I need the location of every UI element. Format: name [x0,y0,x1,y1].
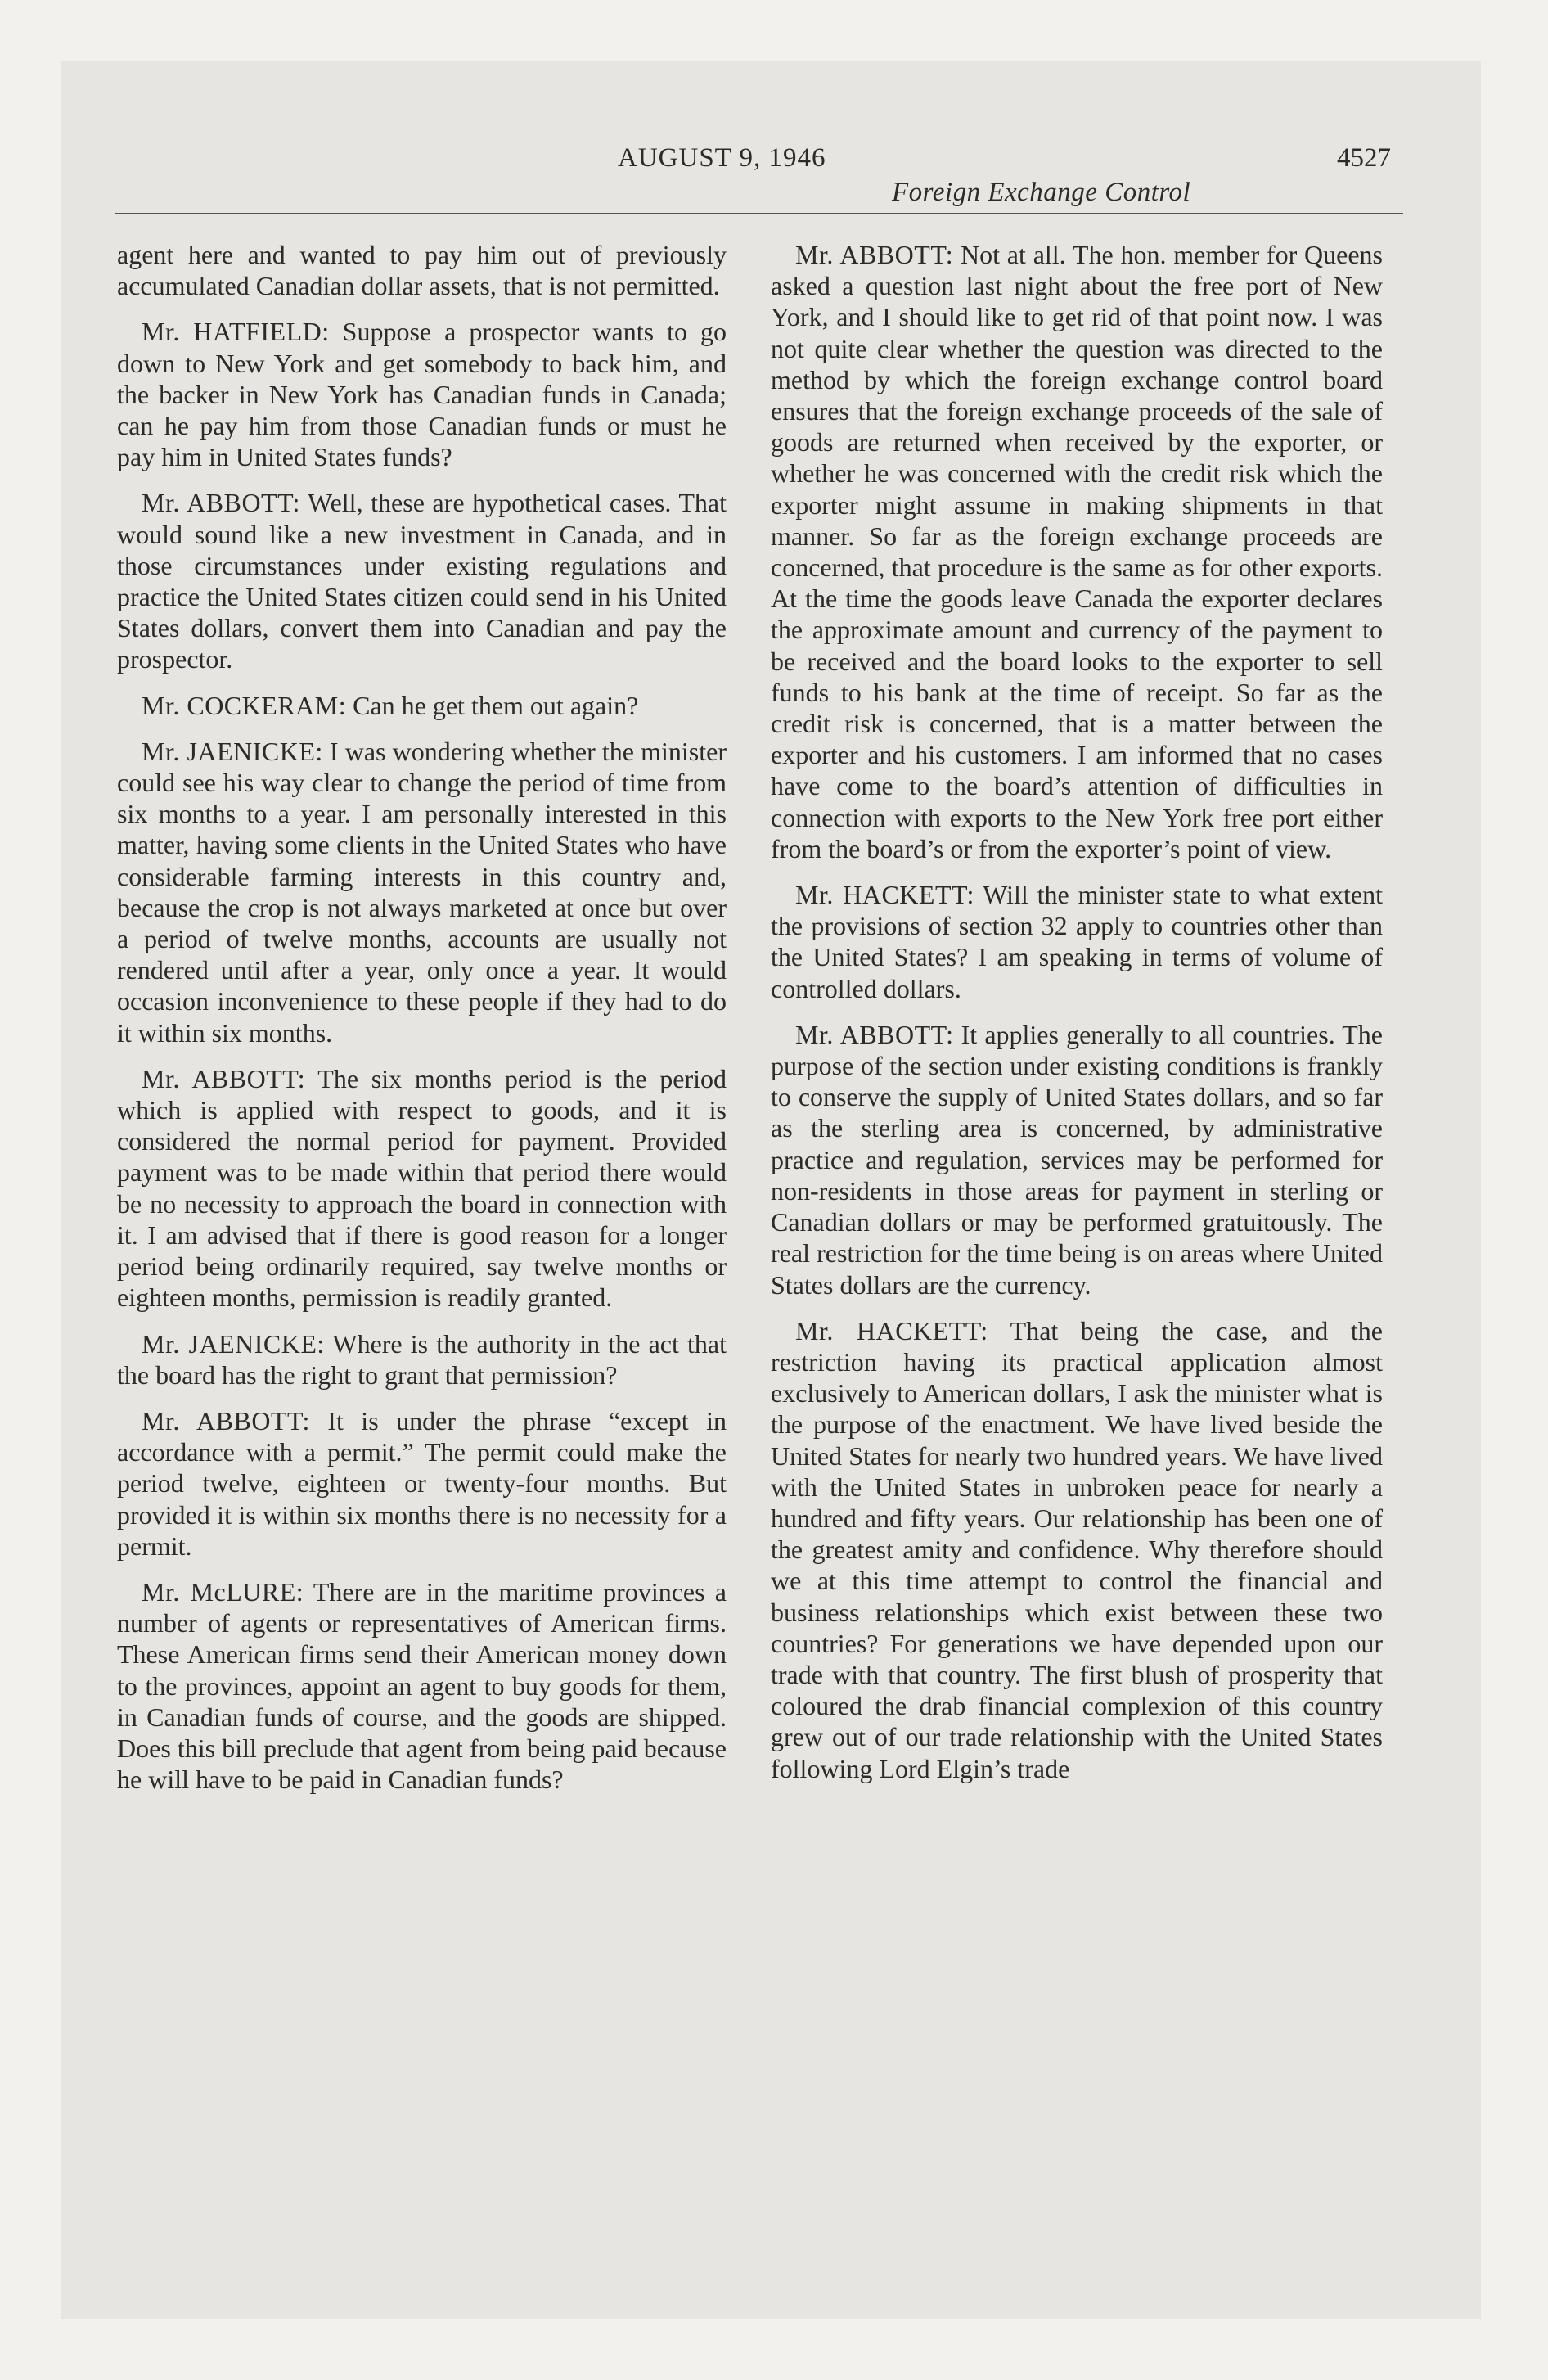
left-column [117,239,727,1810]
paragraph-text: The six months period is the period which is applied with respect to goods, and it is considered the normal period for payment. Provided payment was to be made within that period there would be no necessity to approach the board in connection with it. I am advised that if there is good reason for a longer period being ordinarily required, say twelve months or eighteen months, permission is readily granted. [117,1063,727,1313]
paragraph-text: Well, these are hypothetical cases. That would sound like a new investment in Canada, and in those circumstances under existing regulations and practice the United States citizen could send in his United States dollars, convert them into Canadian and pay the prospector. [117,488,727,674]
speaker-name: Mr. ABBOTT: [142,1405,310,1436]
right-column [771,239,1383,1799]
paragraph [117,1405,727,1562]
paragraph-text: Not at all. The hon. member for Queens asked a question last night about the free port of New York, and I should like to get rid of that point now. I was not quite clear whether the question was directed to the method by which the foreign exchange control board ensures that the foreign exchange proceeds of the sale of goods are returned when received by the exporter, or whether he was concerned with the credit risk which the exporter might assume in making shipments in that manner. So far as the foreign exchange proceeds are concerned, that procedure is the same as for other exports. At the time the goods leave Canada the exporter declares the approximate amount and currency of the payment to be received and the board looks to the exporter to sell funds to his bank at the time of receipt. So far as the credit risk is concerned, that is a matter between the exporter and his customers. I am informed that no cases have come to the board’s attention of difficulties in connection with exports to the New York free port either from the board’s or from the exporter’s point of view. [771,240,1384,863]
paragraph [771,1019,1383,1300]
speaker-name: Mr. ABBOTT: [795,240,954,269]
paragraph-text: It is under the phrase “except in accordance with a permit.” The permit could make the period twelve, eighteen or twenty-four months. But provided it is within six months there is no necessity for a permit. [117,1405,727,1561]
paragraph-text: There are in the maritime provinces a number of agents or representatives of American firms. These American firms send their American money down to the provinces, appoint an agent to buy goods for them, in Canadian funds of course, and the goods are shipped. Does this bill preclude that agent from being paid because he will have to be paid in Canadian funds? [117,1576,727,1795]
speaker-name: Mr. JAENICKE: [142,1328,325,1359]
speaker-name: Mr. HACKETT: [795,880,974,910]
paragraph [117,1328,727,1391]
paragraph [771,239,1383,864]
paragraph-text: I was wondering whether the minister could see his way clear to change the period of time from six months to a year. I am personally interested in this matter, having some clients in the United States who have considerable farming interests in this country and, because the crop is not always marketed at once but over a period of twelve months, accounts are usually not rendered until after a year, only once a year. It would occasion inconvenience to these people if they had to do it within six months. [117,736,727,1048]
paragraph [771,879,1383,1004]
speaker-name: Mr. HACKETT: [795,1315,988,1346]
header-section-title: Foreign Exchange Control [892,178,1191,207]
speaker-name: Mr. ABBOTT: [142,488,300,518]
paragraph-text: It applies generally to all countries. The purpose of the section under existing conditions is frankly to conserve the supply of United States dollars, and so far as the sterling area is concerned, by administrative practice and regulation, services may be performed for non-residents in those areas for payment in sterling or Canadian dollars or may be performed gratuitously. The real restriction for the time being is on areas where United States dollars are the currency. [771,1019,1384,1300]
paragraph-text: Can he get them out again? [346,690,639,720]
speaker-name: Mr. JAENICKE: [142,736,323,766]
speaker-name: Mr. ABBOTT: [795,1019,954,1049]
paragraph [117,736,727,1048]
speaker-name: Mr. COCKERAM: [142,690,347,720]
paragraph [117,239,727,301]
paragraph-text: Where is the authority in the act that the board has the right to grant that permission? [117,1328,727,1390]
paragraph [117,316,727,472]
header-date: AUGUST 9, 1946 [618,143,826,173]
header-rule [115,213,1403,214]
paragraph-text: Will the minister state to what extent the provisions of section 32 apply to countries other than the United States? I am speaking in terms of volume of controlled dollars. [771,880,1384,1003]
paragraph [117,487,727,674]
paragraph-text: Suppose a prospector wants to go down to New York and get somebody to back him, and the backer in New York has Canadian funds in Canada; can he pay him from those Canadian funds or must he pay him in United States funds? [117,317,727,472]
paragraph [117,690,727,721]
paragraph [117,1063,727,1314]
page-header [115,143,1415,209]
paragraph [117,1576,727,1795]
header-page-number: 4527 [1337,143,1391,173]
paragraph-text: agent here and wanted to pay him out of previously accumulated Canadian dollar assets, that is not permitted. [117,240,727,301]
speaker-name: Mr. McLURE: [142,1576,304,1607]
speaker-name: Mr. HATFIELD: [142,317,330,347]
paragraph-text: That being the case, and the restriction having its practical application almost exclusively to American dollars, I ask the minister what is the purpose of the enactment. We have lived beside the United States for nearly two hundred years. We have lived with the United States in unbroken peace for nearly a hundred and fifty years. Our relationship has been one of the greatest amity and confidence. Why therefore should we at this time attempt to control the financial and business relationships which exist between these two countries? For generations we have depended upon our trade with that country. The first blush of prosperity that coloured the drab financial complexion of this country grew out of our trade relationship with the United States following Lord Elgin’s trade [771,1315,1384,1783]
paragraph [771,1315,1383,1784]
speaker-name: Mr. ABBOTT: [142,1063,306,1093]
